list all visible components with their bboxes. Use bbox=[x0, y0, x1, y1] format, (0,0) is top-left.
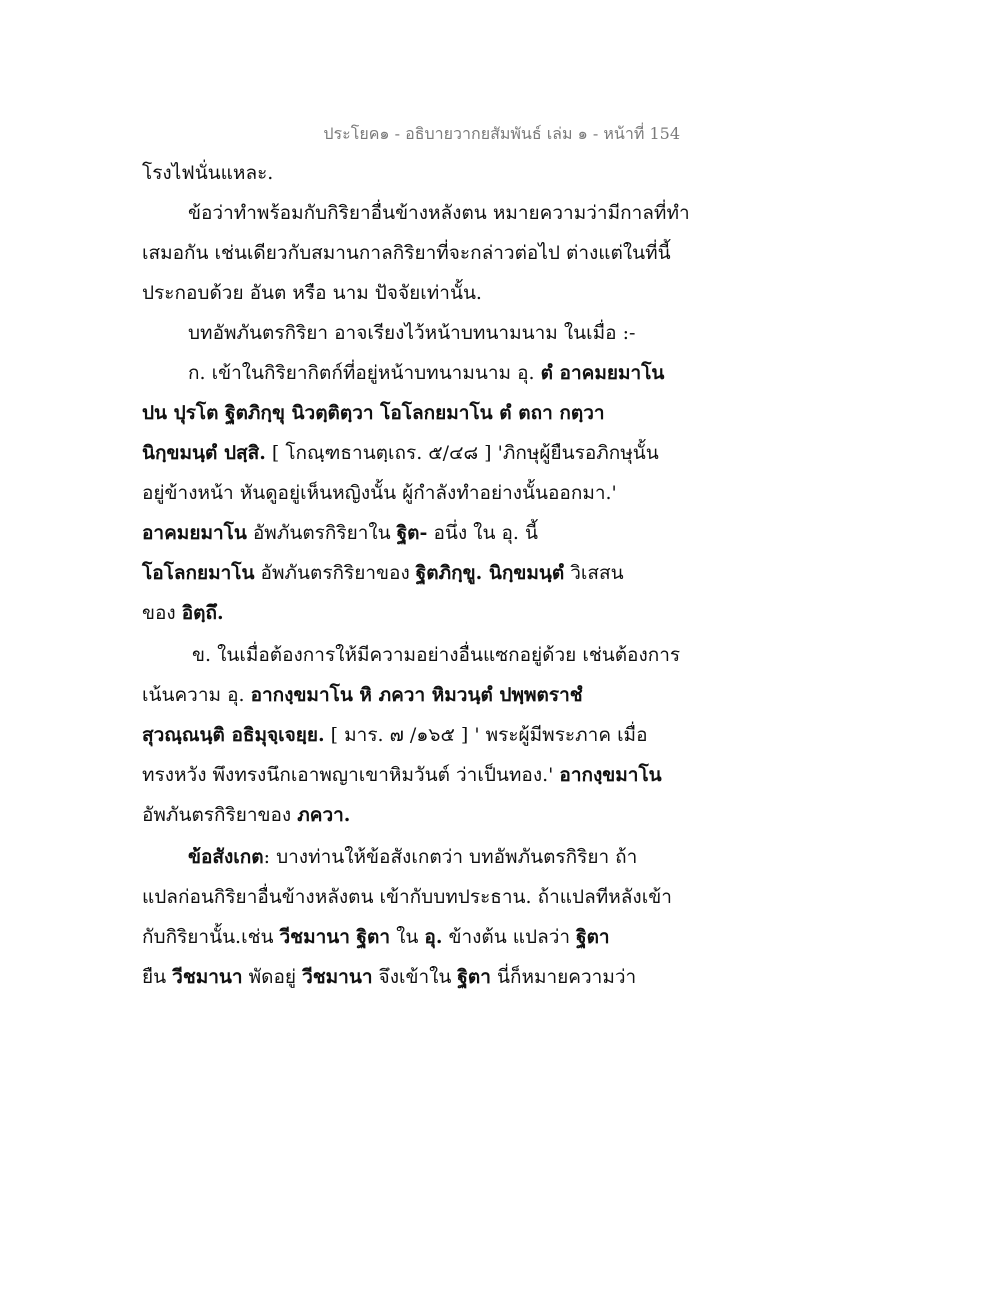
text-segment: พัดอยู่ bbox=[242, 966, 303, 988]
text-segment: ยืน bbox=[142, 966, 173, 988]
text-line-10 bbox=[142, 520, 538, 546]
text-line-9 bbox=[142, 480, 617, 506]
text-segment: เสมอกัน เช่นเดียวกับสมานกาลกิริยาที่จะกล่าวต่อไป ต่างแต่ในที่นี้ bbox=[142, 242, 671, 264]
text-segment: อัพภันตรกิริยาของ bbox=[254, 562, 416, 584]
text-line-13 bbox=[192, 642, 680, 668]
text-segment: ข. ในเมื่อต้องการให้มีความอย่างอื่นแซกอยู่ด้วย เช่นต้องการ bbox=[192, 644, 681, 666]
text-segment: จึงเข้าใน bbox=[372, 966, 458, 988]
text-segment: บทอัพภันตรกิริยา อาจเรียงไว้หน้าบทนามนาม ในเมื่อ :- bbox=[188, 322, 636, 344]
text-line-11 bbox=[142, 560, 624, 586]
bold-segment: วีชมานา bbox=[302, 966, 373, 988]
text-segment: [ โกณฺฑธานตฺเถร. ๕/๔๘ ] 'ภิกษุผู้ยืนรอภิกษุนั้น bbox=[265, 442, 659, 464]
text-segment: ทรงหวัง พึงทรงนึกเอาพญาเขาหิมวันต์ ว่าเป็นทอง.' bbox=[142, 764, 560, 786]
text-segment: เน้นความ อุ. bbox=[142, 684, 251, 706]
bold-segment: วีชมานา ฐิตา bbox=[279, 926, 391, 948]
bold-segment: ฐิตา bbox=[576, 926, 610, 948]
text-segment: ของ bbox=[142, 602, 182, 624]
text-segment: กับกิริยานั้น.เช่น bbox=[142, 926, 280, 948]
text-segment: นี่ก็หมายความว่า bbox=[490, 966, 637, 988]
text-line-15 bbox=[142, 722, 648, 748]
text-segment: อัพภันตรกิริยาใน bbox=[246, 522, 397, 544]
bold-segment: อากงฺขมาโน bbox=[559, 764, 662, 786]
text-segment: ประกอบด้วย อันต หรือ นาม ปัจจัยเท่านั้น. bbox=[142, 282, 482, 304]
bold-segment: อิตฺถึ. bbox=[181, 602, 224, 624]
text-line-14 bbox=[142, 682, 583, 708]
text-line-17 bbox=[142, 802, 350, 828]
bold-segment: ข้อสังเกต bbox=[188, 846, 264, 868]
text-segment: ก. เข้าในกิริยากิตก์ที่อยู่หน้าบทนามนาม อุ. bbox=[188, 362, 541, 384]
text-segment: อัพภันตรกิริยาของ bbox=[142, 804, 298, 826]
text-segment: โรงไฟนั่นแหละ. bbox=[142, 162, 274, 184]
text-line-3 bbox=[142, 240, 671, 266]
text-line-5 bbox=[188, 320, 635, 346]
text-segment: ข้างต้น แปลว่า bbox=[442, 926, 577, 948]
bold-segment: อุ. bbox=[424, 926, 443, 948]
text-line-20 bbox=[142, 924, 610, 950]
bold-segment: ตํ อาคมยมาโน bbox=[540, 362, 665, 384]
bold-segment: วีชมานา bbox=[172, 966, 243, 988]
bold-segment: อากงฺขมาโน หิ ภควา หิมวนฺตํ ปพฺพตราชํ bbox=[250, 684, 583, 706]
bold-segment: สุวณฺณนฺติ อธิมุจฺเจยฺย. bbox=[142, 724, 325, 746]
bold-segment: อาคมยมาโน bbox=[142, 522, 247, 544]
bold-segment: ฐิต- bbox=[396, 522, 428, 544]
text-segment: อนึ่ง ใน อุ. นี้ bbox=[427, 522, 538, 544]
bold-segment: ฐิตา bbox=[457, 966, 491, 988]
text-line-16 bbox=[142, 762, 662, 788]
text-segment: : บางท่านให้ข้อสังเกตว่า บทอัพภันตรกิริยา ถ้า bbox=[263, 846, 638, 868]
text-line-18 bbox=[188, 844, 637, 870]
text-segment: [ มาร. ๗ /๑๖๕ ] ' พระผู้มีพระภาค เมื่อ bbox=[324, 724, 648, 746]
text-line-1 bbox=[142, 160, 273, 186]
text-segment: แปลก่อนกิริยาอื่นข้างหลังตน เข้ากับบทประธาน. ถ้าแปลทีหลังเข้า bbox=[142, 886, 672, 908]
text-segment: ใน bbox=[390, 926, 425, 948]
text-segment: วิเสสน bbox=[564, 562, 624, 584]
text-line-4 bbox=[142, 280, 482, 306]
text-line-2 bbox=[188, 200, 690, 226]
text-line-12 bbox=[142, 600, 224, 626]
bold-segment: นิกฺขมนฺตํ ปสฺสิ. bbox=[142, 442, 266, 464]
text-line-8 bbox=[142, 440, 659, 466]
text-segment: ข้อว่าทำพร้อมกับกิริยาอื่นข้างหลังตน หมายความว่ามีกาลที่ทำ bbox=[188, 202, 690, 224]
bold-segment: ปน ปุรโต ฐิตภิกฺขุ นิวตฺติตฺวา โอโลกยมาโน ตํ ตถา กตฺวา bbox=[142, 402, 605, 424]
bold-segment: โอโลกยมาโน bbox=[142, 562, 255, 584]
text-line-21 bbox=[142, 964, 636, 990]
text-line-19 bbox=[142, 884, 672, 910]
text-segment: อยู่ข้างหน้า หันดูอยู่เห็นหญิงนั้น ผู้กำลังทำอย่างนั้นออกมา.' bbox=[142, 482, 617, 504]
running-head: ประโยค๑ - อธิบายวากยสัมพันธ์ เล่ม ๑ - หน้าที่ 154 bbox=[323, 124, 680, 143]
text-line-7 bbox=[142, 400, 605, 426]
bold-segment: ฐิตภิกฺขู. นิกฺขมนฺตํ bbox=[415, 562, 565, 584]
bold-segment: ภควา. bbox=[297, 804, 351, 826]
text-line-6 bbox=[188, 360, 664, 386]
